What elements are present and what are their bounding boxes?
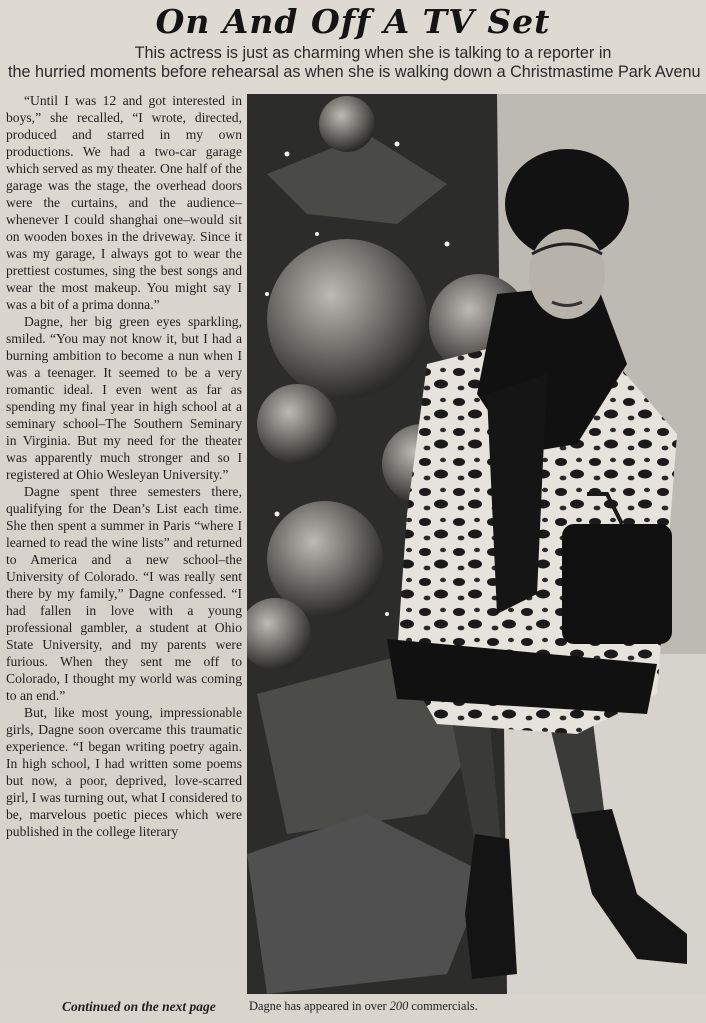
subhead-line-2: the hurried moments before rehearsal as when she is walking down a Christmastime Park Avenu — [8, 63, 701, 81]
subhead — [0, 44, 706, 82]
paragraph: Dagne, her big green eyes sparkling, smiled. “You may not know it, but I had a burning ambition to become a nun when I was a teenager. It seemed to be a very romantic ideal. I even went as far as spending my final year in high school at a seminary school–The Southern Seminary in Virginia. But my need for the theater was apparently much stronger and so I registered at Ohio Wesleyan University.” — [6, 314, 242, 482]
photo-caption — [249, 999, 478, 1014]
photo-actress-christmas-tree — [247, 94, 706, 994]
paragraph: “Until I was 12 and got interested in boys,” she recalled, “I wrote, directed, produced and starred in my own productions. We had a two-car garage which served as my theater. One half of the garage was the stage, the overhead doors were the curtains, and the audience–whenever I could shanghai one–would sit on wooden boxes in the driveway. Since it was my garage, I always got to wear the prettiest costumes, sing the best songs and wear the most makeup. You might say I was a bit of a prima donna.” — [6, 93, 242, 312]
article-body — [6, 92, 242, 992]
continued-note: Continued on the next page — [62, 999, 216, 1014]
caption-number: 200 — [389, 999, 409, 1013]
caption-text-end: commercials. — [408, 999, 478, 1013]
paragraph: Dagne spent three semesters there, qualifying for the Dean’s List each time. She then spent a summer in Paris “where I learned to read the wine lists” and returned to America and a new school–the University of Colorado. “I was really sent there by my family,” Dagne confessed. “I had fallen in love with a young professional gambler, a student at Ohio State University, and my parents were furious. When they sent me off to Colorado, I thought my world was coming to an end.” — [6, 484, 242, 703]
paragraph: But, like most young, impressionable girls, Dagne soon overcame this traumatic experience. “I began writing poetry again. In high school, I had written some poems but now, a poor, deprived, love-scarred girl, I was turning out, what I considered to be, marvelous poetic pieces which were published in the college literary — [6, 705, 242, 839]
headline: On And Off A TV Set — [155, 2, 551, 41]
caption-text-start: Dagne has appeared in over — [249, 999, 390, 1013]
subhead-line-1: This actress is just as charming when she is talking to a reporter in — [134, 44, 612, 62]
